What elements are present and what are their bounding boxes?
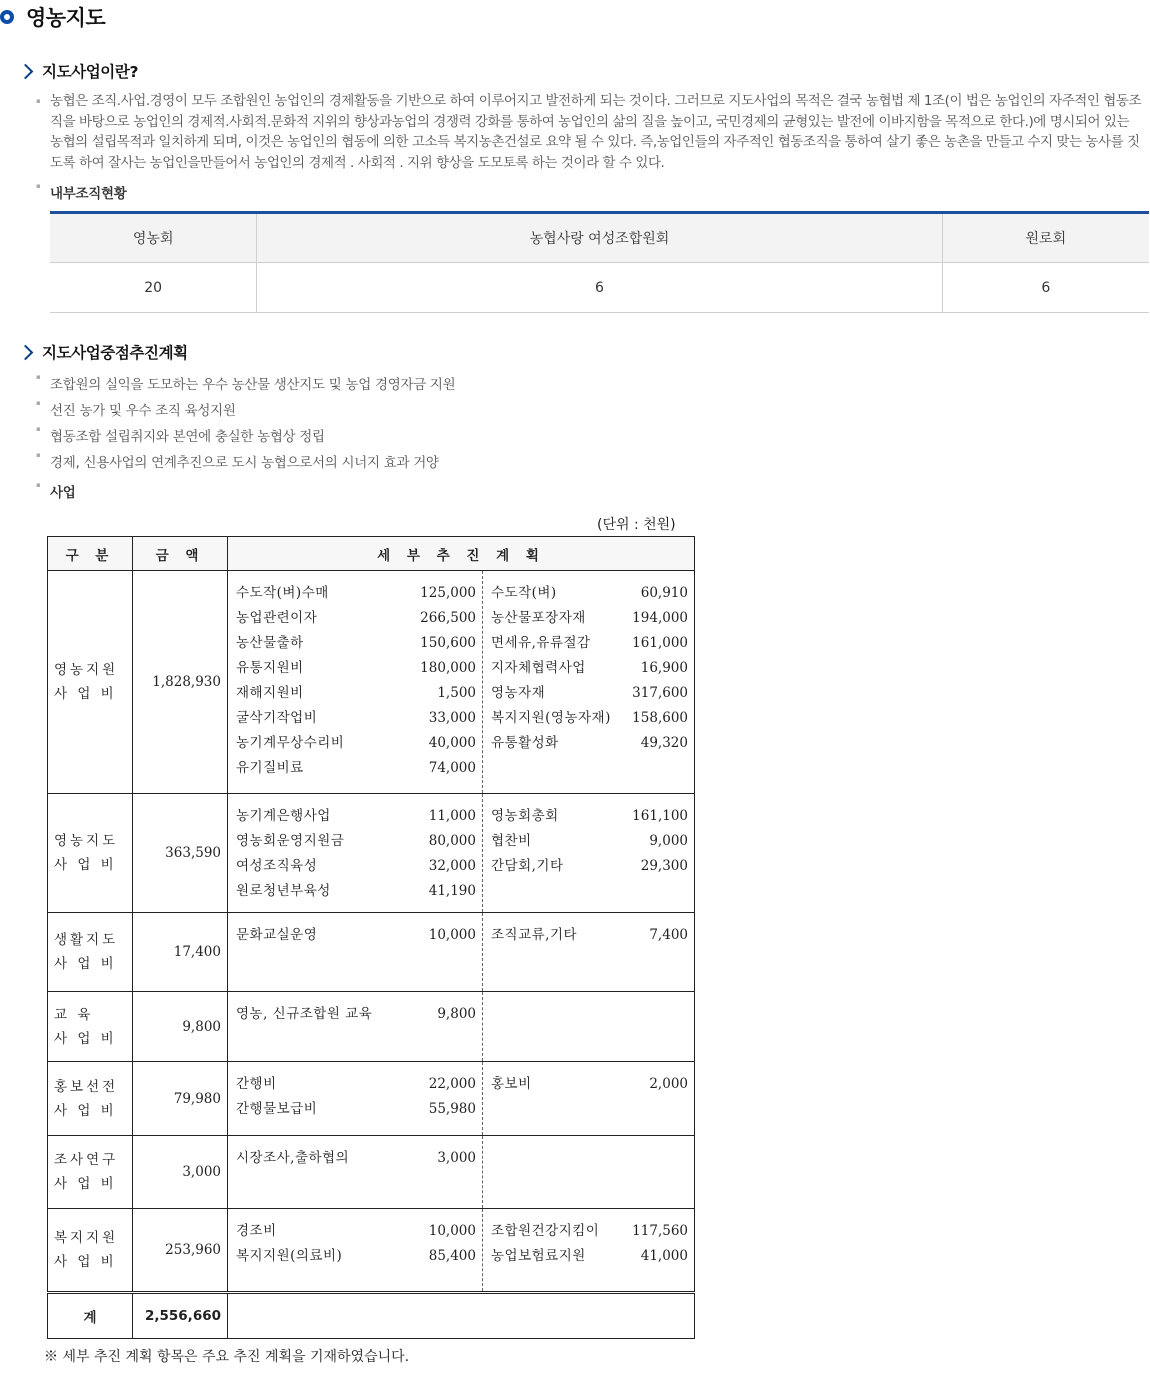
plan-item: ▪ 조합원의 실익을 도모하는 우수 농산물 생산지도 및 농업 경영자금 지원 [36, 373, 455, 393]
detail-item [491, 656, 688, 681]
org-value-cell: 6 [942, 263, 1149, 313]
detail-item-name: 유통활성화 [491, 735, 559, 751]
detail-item [491, 581, 688, 606]
detail-item-name: 농업보험료지원 [491, 1248, 586, 1264]
org-value-cell: 20 [50, 263, 257, 313]
detail-column-left [228, 913, 483, 991]
category-line: 조사연구 [54, 1152, 119, 1168]
detail-item-name: 영농자재 [491, 685, 546, 701]
footnote: ※ 세부 추진 계획 항목은 주요 추진 계획을 기재하였습니다. [44, 1349, 410, 1365]
detail-column-left [228, 571, 483, 793]
detail-item [236, 606, 476, 631]
detail-item [236, 879, 476, 904]
detail-column-left [228, 1136, 483, 1208]
detail-item-name: 농기계무상수리비 [236, 735, 345, 751]
detail-item-name: 재해지원비 [236, 685, 304, 701]
budget-category [48, 1136, 133, 1209]
budget-amount: 3,000 [133, 1136, 228, 1209]
detail-item-value: 74,000 [428, 760, 476, 776]
detail-item-name: 간담회,기타 [491, 858, 564, 874]
section-heading-guidance [20, 60, 138, 82]
plan-item: ▪ 경제, 신용사업의 연계추진으로 도시 농협으로서의 시너지 효과 거양 [36, 451, 439, 471]
detail-item-value: 158,600 [632, 710, 688, 726]
detail-item-value: 16,900 [640, 660, 688, 676]
detail-item-value: 180,000 [420, 660, 476, 676]
plan-item: ▪ 선진 농가 및 우수 조직 육성지원 [36, 399, 236, 419]
budget-detail [228, 1136, 695, 1209]
detail-column-right [483, 1062, 694, 1135]
detail-item [236, 804, 476, 829]
detail-item-name: 영농회운영지원금 [236, 833, 345, 849]
detail-item-name: 농기계은행사업 [236, 808, 331, 824]
budget-table [47, 536, 695, 1339]
detail-item [491, 681, 688, 706]
budget-amount: 1,828,930 [133, 571, 228, 794]
detail-item [491, 1219, 688, 1244]
guidance-paragraph [36, 91, 1144, 173]
detail-item-value: 10,000 [428, 927, 476, 943]
category-line: 교 육 [54, 1006, 94, 1023]
detail-item-value: 29,300 [640, 858, 688, 874]
budget-category [48, 571, 133, 794]
detail-item-name: 면세유,유류절감 [491, 635, 591, 651]
detail-item-value: 125,000 [420, 585, 476, 601]
detail-item-value: 161,000 [632, 635, 688, 651]
org-header-cell: 원로회 [942, 213, 1149, 263]
detail-item-name: 지자체협력사업 [491, 660, 586, 676]
business-label: ▪ 사업 [36, 481, 75, 501]
category-line: 사 업 비 [54, 1030, 117, 1047]
budget-amount: 79,980 [133, 1062, 228, 1136]
detail-item [491, 854, 688, 879]
detail-item-name: 농산물포장자재 [491, 610, 586, 626]
budget-row [48, 1062, 695, 1136]
detail-item-name: 유통지원비 [236, 660, 304, 676]
detail-item [236, 631, 476, 656]
detail-column-left [228, 1062, 483, 1135]
category-line: 사 업 비 [54, 956, 117, 972]
detail-item-name: 영농, 신규조합원 교육 [236, 1006, 373, 1022]
detail-item-value: 49,320 [640, 735, 688, 751]
detail-item-name: 조직교류,기타 [491, 927, 578, 943]
budget-category [48, 794, 133, 913]
detail-column-right [483, 913, 694, 991]
budget-category [48, 992, 133, 1062]
org-status-table [50, 211, 1149, 313]
detail-item [236, 1002, 476, 1027]
chevron-right-icon [18, 63, 34, 79]
budget-category [48, 913, 133, 992]
org-header-cell: 농협사랑 여성조합원회 [257, 213, 942, 263]
circle-bullet-icon [0, 10, 14, 24]
detail-item-value: 7,400 [649, 927, 688, 943]
detail-item [236, 681, 476, 706]
detail-column-right [483, 992, 694, 1061]
detail-item-name: 원로청년부육성 [236, 883, 331, 899]
detail-column-right [483, 794, 694, 912]
detail-item-name: 수도작(벼)수매 [236, 585, 329, 601]
budget-header-category: 구 분 [48, 537, 133, 571]
detail-item [491, 631, 688, 656]
category-line: 사 업 비 [54, 1176, 117, 1192]
detail-item-name: 협찬비 [491, 833, 532, 849]
detail-item-value: 194,000 [632, 610, 688, 626]
budget-category [48, 1209, 133, 1293]
total-detail-empty [228, 1293, 695, 1339]
detail-item-value: 9,000 [649, 833, 688, 849]
detail-item-value: 41,190 [428, 883, 476, 899]
unit-label: (단위 : 천원) [597, 517, 676, 533]
total-label: 계 [48, 1293, 133, 1339]
org-status-label: ▪ 내부조직현황 [36, 182, 126, 202]
budget-detail [228, 794, 695, 913]
budget-detail [228, 1209, 695, 1293]
detail-item-value: 60,910 [640, 585, 688, 601]
detail-item [236, 1244, 476, 1269]
budget-row [48, 794, 695, 913]
detail-item [236, 1072, 476, 1097]
detail-item-name: 농산물출하 [236, 635, 304, 651]
detail-item [236, 1219, 476, 1244]
detail-item-value: 40,000 [428, 735, 476, 751]
detail-item-value: 22,000 [428, 1076, 476, 1092]
budget-detail [228, 571, 695, 794]
detail-item-name: 홍보비 [491, 1076, 532, 1092]
section-title: 지도사업중점추진계획 [42, 344, 188, 362]
detail-item-value: 80,000 [428, 833, 476, 849]
budget-detail [228, 992, 695, 1062]
category-line: 영농지도 [54, 833, 119, 849]
budget-detail [228, 913, 695, 992]
detail-item-name: 여성조직육성 [236, 858, 318, 874]
detail-item [236, 706, 476, 731]
detail-item-name: 문화교실운영 [236, 927, 318, 943]
detail-item-value: 161,100 [632, 808, 688, 824]
detail-item-name: 농업관련이자 [236, 610, 318, 626]
page-header [0, 2, 105, 32]
budget-row [48, 992, 695, 1062]
detail-item-name: 수도작(벼) [491, 585, 557, 601]
page-title: 영농지도 [26, 6, 106, 30]
budget-amount: 363,590 [133, 794, 228, 913]
detail-item-value: 32,000 [428, 858, 476, 874]
detail-item [236, 1146, 476, 1171]
detail-item [236, 656, 476, 681]
budget-total-row [48, 1293, 695, 1339]
budget-detail [228, 1062, 695, 1136]
detail-item [491, 1244, 688, 1269]
detail-column-right [483, 1136, 694, 1208]
category-line: 홍보선전 [54, 1078, 119, 1095]
detail-item-name: 복지지원(영농자재) [491, 710, 611, 726]
detail-item-name: 경조비 [236, 1223, 277, 1239]
detail-item [491, 923, 688, 948]
detail-item [236, 829, 476, 854]
detail-item [491, 1072, 688, 1097]
budget-amount: 9,800 [133, 992, 228, 1062]
detail-item-name: 영농회총회 [491, 808, 559, 824]
detail-item [491, 731, 688, 756]
detail-item-name: 간행물보급비 [236, 1101, 318, 1117]
detail-item-name: 시장조사,출하협의 [236, 1150, 350, 1166]
category-line: 영농지원 [54, 662, 119, 678]
detail-item-name: 유기질비료 [236, 760, 304, 776]
section-heading-plan [20, 341, 188, 363]
category-line: 복지지원 [54, 1230, 119, 1246]
detail-item [236, 731, 476, 756]
total-amount: 2,556,660 [133, 1293, 228, 1339]
detail-item [236, 581, 476, 606]
org-header-cell: 영농회 [50, 213, 257, 263]
category-line: 생활지도 [54, 932, 119, 948]
detail-item-name: 조합원건강지킴이 [491, 1223, 600, 1239]
detail-item [236, 854, 476, 879]
detail-item-value: 150,600 [420, 635, 476, 651]
chevron-right-icon [18, 344, 34, 360]
budget-row [48, 1136, 695, 1209]
detail-item-value: 41,000 [640, 1248, 688, 1264]
detail-item-name: 굴삭기작업비 [236, 710, 318, 726]
budget-row [48, 913, 695, 992]
budget-amount: 253,960 [133, 1209, 228, 1293]
detail-item-value: 33,000 [428, 710, 476, 726]
detail-column-left [228, 1209, 483, 1291]
budget-row [48, 1209, 695, 1293]
budget-header-amount: 금 액 [133, 537, 228, 571]
budget-category [48, 1062, 133, 1136]
category-line: 사 업 비 [54, 1254, 117, 1270]
detail-item-value: 2,000 [649, 1076, 688, 1092]
detail-column-left [228, 992, 483, 1061]
section-title: 지도사업이란? [42, 63, 139, 81]
org-value-cell: 6 [257, 263, 942, 313]
detail-item-name: 복지지원(의료비) [236, 1248, 343, 1264]
detail-item [236, 756, 476, 781]
detail-column-left [228, 794, 483, 912]
category-line: 사 업 비 [54, 857, 117, 873]
detail-item-value: 3,000 [437, 1150, 476, 1166]
budget-amount: 17,400 [133, 913, 228, 992]
category-line: 사 업 비 [54, 686, 117, 702]
detail-item-value: 317,600 [632, 685, 688, 701]
detail-item-value: 55,980 [428, 1101, 476, 1117]
detail-item-value: 11,000 [428, 808, 476, 824]
detail-item-value: 85,400 [428, 1248, 476, 1264]
detail-item [491, 829, 688, 854]
plan-item: ▪ 협동조합 설립취지와 본연에 충실한 농협상 정립 [36, 425, 325, 445]
category-line: 사 업 비 [54, 1102, 117, 1119]
detail-item-value: 10,000 [428, 1223, 476, 1239]
detail-item [236, 923, 476, 948]
budget-header-detail: 세 부 추 진 계 획 [228, 537, 695, 571]
detail-column-right [483, 571, 694, 793]
detail-item-value: 266,500 [420, 610, 476, 626]
detail-item-value: 117,560 [632, 1223, 688, 1239]
detail-item [491, 606, 688, 631]
detail-item [491, 706, 688, 731]
detail-item-value: 1,500 [437, 685, 476, 701]
paragraph-text: ▪ 농협은 조직.사업.경영이 모두 조합원인 농업인의 경제활동을 기반으로 하여 이루어지고 발전하게 되는 것이다. 그러므로 지도사업의 목적은 결국 농협법 제 1조(이 법은 농업인의 자주적인 협동조직을 바탕으로 농업인의 경제적.사회적.문화적 지위의 향상과농업의 경쟁력 강화를 통하여 농업인의 삶의 질을 높이고, 국민경제의 균형있는 발전에 이바지함을 목적으로 한다.)에 명시되어 있는 농협의 설립목적과 일치하게 되며, 이것은 농업인의 협동에 의한 고소득 복지농촌건설로 요약 될 수 있다. 즉,농업인들의 자주적인 협동조직을 통하여 살기 좋은 농촌을 만들고 수지 맞는 농사를 짓도록 하여 잘사는 농업인을만들어서 농업인의 경제적 . 사회적 . 지위 향상을 도모토록 하는 것이라 할 수 있다. [50, 93, 1142, 171]
detail-item [491, 804, 688, 829]
detail-column-right [483, 1209, 694, 1291]
budget-row [48, 571, 695, 794]
detail-item-value: 9,800 [437, 1006, 476, 1022]
detail-item-name: 간행비 [236, 1076, 277, 1092]
detail-item [236, 1097, 476, 1122]
